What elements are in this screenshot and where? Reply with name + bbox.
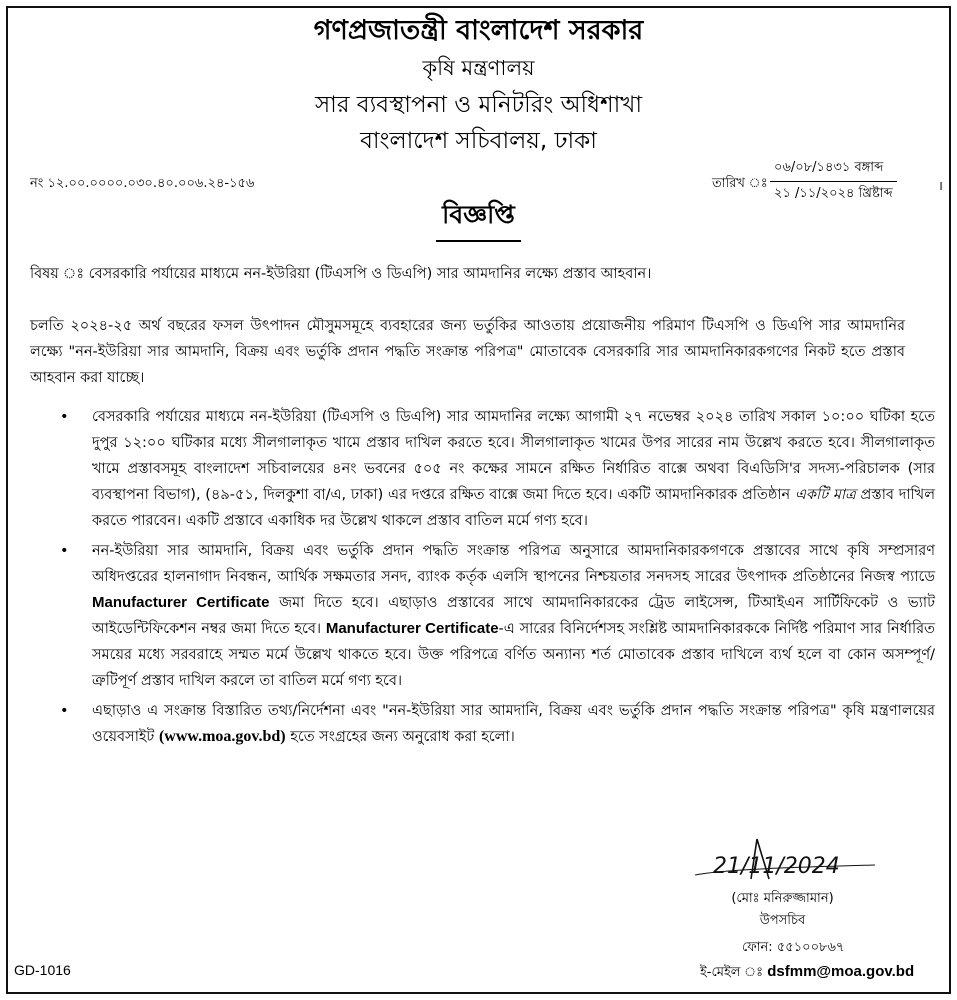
wing-heading: সার ব্যবস্থাপনা ও মনিটরিং অধিশাখা xyxy=(314,92,643,118)
memo-number: নং ১২.০০.০০০০.০৩০.৪০.০০৬.২৪-১৫৬ xyxy=(30,176,255,191)
signatory-name: (মোঃ মনিরুজ্জামান) xyxy=(731,891,834,906)
bullet-item-documents xyxy=(30,538,935,694)
footer-code: GD-1016 xyxy=(14,962,71,978)
intro-paragraph: চলতি ২০২৪-২৫ অর্থ বছরের ফসল উৎপাদন মৌসুমসমূহে ব্যবহারের জন্য ভর্তুকির আওতায় প্রয়োজনীয় পরিমাণ টিএসপি ও ডিএপি সার আমদানির লক্ষ্যে "নন-ইউরিয়া সার আমদানি, বিক্রয় এবং ভর্তুকি প্রদান পদ্ধতি সংক্রান্ত পরিপত্র" মোতাবেক বেসরকারি সার আমদানিকারকগণের নিকট হতে প্রস্তাব আহবান করা যাচ্ছে। xyxy=(30,318,905,386)
bullet1-italic: একটি মাত্র xyxy=(794,487,856,503)
bullet-list xyxy=(30,404,935,750)
bullet1-text-b: প্রস্তাব দাখিল করতে পারবেন। একটি প্রস্তাবে একাধিক দর উল্লেখ থাকলে প্রস্তাব বাতিল মর্মে গণ্য হবে। xyxy=(92,487,935,529)
bullet-icon: • xyxy=(60,543,69,559)
bullet-icon: • xyxy=(60,409,69,425)
email-line xyxy=(700,963,914,984)
bullet-icon: • xyxy=(60,703,69,719)
handwritten-signature xyxy=(685,835,885,885)
phone-line xyxy=(742,938,844,959)
date-bangla: ০৬/০৮/১৪৩১ বঙ্গাব্দ xyxy=(770,158,897,182)
notice-title: বিজ্ঞপ্তি xyxy=(436,195,521,242)
notice-title-wrap xyxy=(0,195,957,242)
email-address[interactable]: dsfmm@moa.gov.bd xyxy=(767,963,915,980)
bullet-item-website xyxy=(30,698,935,750)
bullet2-text-c: -এ সারের বিনির্দেশসহ সংশ্লিষ্ট আমদানিকারককে নির্দিষ্ট পরিমাণ সার নির্ধারিত সময়ের মধ্যে সরবরাহে সম্মত মর্মে উল্লেখ থাকতে হবে। উক্ত পরিপত্রে বর্ণিত অন্যান্য শর্ত মোতাবেক প্রস্তাব দাখিলে ব্যর্থ হলে বা কোন অসম্পূর্ণ/ত্রুটিপূর্ণ প্রস্তাব দাখিল করলে তা বাতিল মর্মে গণ্য হবে। xyxy=(92,621,935,689)
signatory-designation: উপসচিব xyxy=(759,913,806,928)
manufacturer-certificate-term: Manufacturer Certificate xyxy=(325,620,499,637)
phone-number: ৫৫১০০৮৬৭ xyxy=(776,940,845,955)
location-heading: বাংলাদেশ সচিবালয়, ঢাকা xyxy=(360,128,597,154)
bullet3-text-a: এছাড়াও এ সংক্রান্ত বিস্তারিত তথ্য/নির্দেশনা এবং "নন-ইউরিয়া সার আমদানি, বিক্রয় এবং ভর্তুকি প্রদান পদ্ধতি সংক্রান্ত পরিপত্র" কৃষি মন্ত্রণালয়ের ওয়েবসাইট xyxy=(92,703,935,745)
bullet3-text-b: হতে সংগ্রহের জন্য অনুরোধ করা হলো। xyxy=(290,729,515,745)
email-label: ই-মেইল ঃ xyxy=(700,965,764,980)
manufacturer-certificate-term: Manufacturer Certificate xyxy=(92,594,270,611)
date-gregorian: ২১ /১১/২০২৪ খ্রিষ্টাব্দ xyxy=(774,186,893,201)
bullet2-text-a: নন-ইউরিয়া সার আমদানি, বিক্রয় এবং ভর্তুকি প্রদান পদ্ধতি সংক্রান্ত পরিপত্র অনুসারে আমদানিকারকগণকে প্রস্তাবের সাথে কৃষি সম্প্রসারণ অধিদপ্তরের হালনাগাদ নিবন্ধন, আর্থিক সক্ষমতার সনদ, ব্যাংক কর্তৃক এলসি স্থাপনের নিশ্চয়তার সনদসহ সারের উৎপাদক প্রতিষ্ঠানের নিজস্ব প্যাডে xyxy=(92,543,935,585)
signatory-block xyxy=(680,888,885,932)
government-heading: গণপ্রজাতন্ত্রী বাংলাদেশ সরকার xyxy=(313,15,644,46)
signature-date: 21/11/2024 xyxy=(713,854,840,879)
date-end-mark: । xyxy=(938,179,943,194)
date-label: তারিখ ঃ xyxy=(712,176,768,191)
bullet2-text-b: জমা দিতে হবে। এছাড়াও প্রস্তাবের সাথে আমদানিকারকের ট্রেড লাইসেন্স, টিআইএন সার্টিফিকেট ও ভ্যাট আইডেন্টিফিকেশন নম্বর জমা দিতে হবে। xyxy=(92,595,936,637)
phone-label: ফোন: xyxy=(742,940,773,955)
website-link[interactable]: (www.moa.gov.bd) xyxy=(158,728,286,745)
bullet-item-deadline xyxy=(30,404,935,534)
subject-line: বিষয় ঃ বেসরকারি পর্যায়ের মাধ্যমে নন-ইউরিয়া (টিএসপি ও ডিএপি) সার আমদানির লক্ষ্যে প্রস্তাব আহবান। xyxy=(30,266,652,282)
ministry-heading: কৃষি মন্ত্রণালয় xyxy=(422,56,535,80)
bullet1-text-a: বেসরকারি পর্যায়ের মাধ্যমে নন-ইউরিয়া (টিএসপি ও ডিএপি) সার আমদানির লক্ষ্যে আগামী ২৭ নভেম্বর ২০২৪ তারিখ সকাল ১০:০০ ঘটিকা হতে দুপুর ১২:০০ ঘটিকার মধ্যে সীলগালাকৃত খামে প্রস্তাব দাখিল করতে হবে। সীলগালাকৃত খামের উপর সারের নাম উল্লেখ করতে হবে। সীলগালাকৃত খামে প্রস্তাবসমূহ বাংলাদেশ সচিবালয়ের ৪নং ভবনের ৫০৫ নং কক্ষের সামনে রক্ষিত নির্ধারিত বাক্সে অথবা বিএডিসি'র সদস্য-পরিচালক (সার ব্যবস্থাপনা বিভাগ), (৪৯-৫১, দিলকুশা বা/এ, ঢাকা) এর দপ্তরে রক্ষিত বাক্সে জমা দিতে হবে। একটি আমদানিকারক প্রতিষ্ঠান xyxy=(92,409,935,503)
